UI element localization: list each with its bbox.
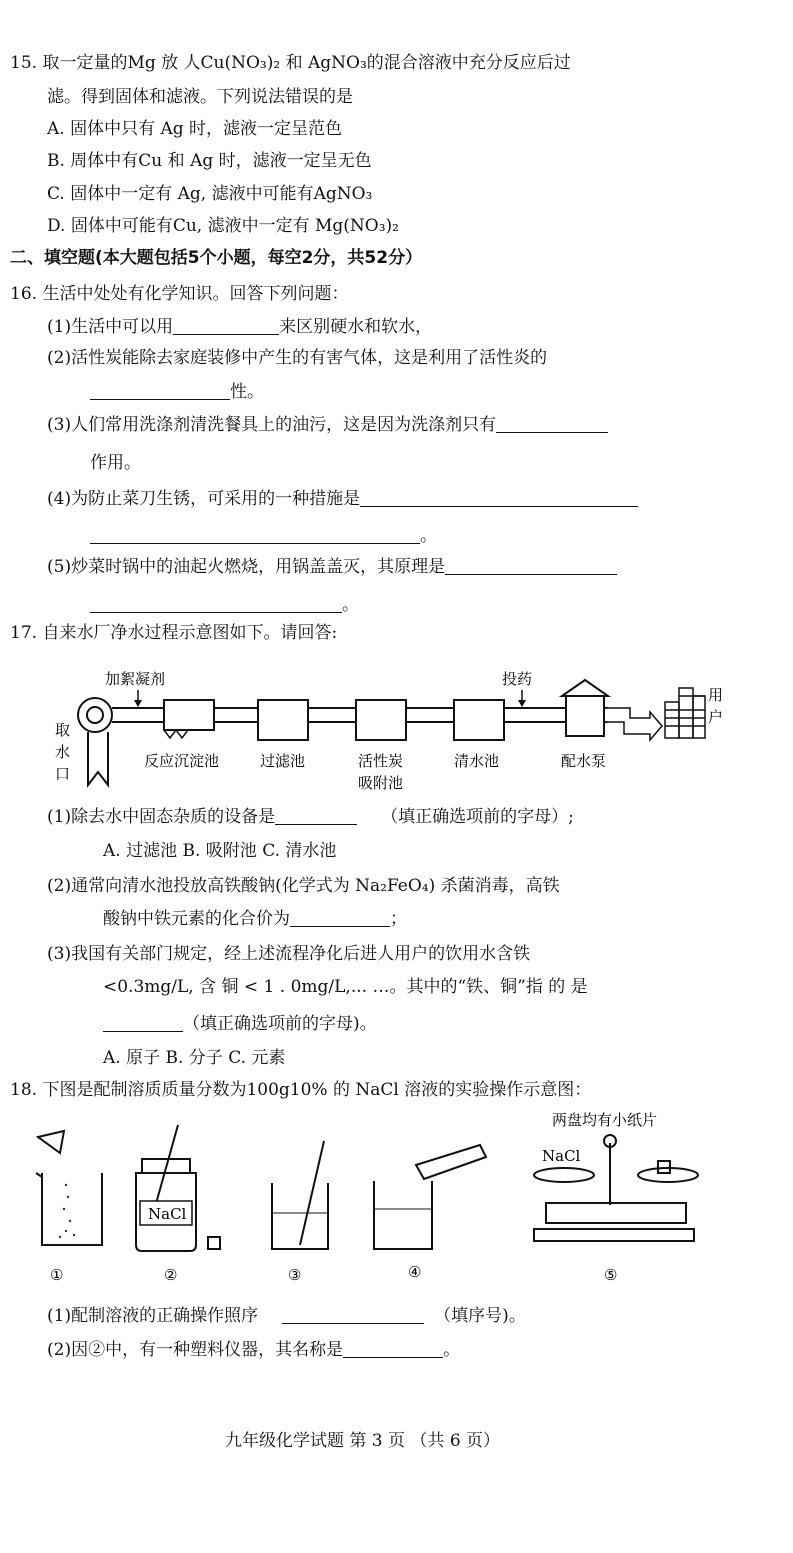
answer-blank[interactable] — [360, 488, 638, 507]
q16-p5-text: (5)炒菜时锅中的油起火燃烧，用锅盖盖灭，其原理是 — [47, 557, 446, 577]
q17-part1-options: A. 过滤池 B. 吸附池 C. 清水池 — [103, 841, 337, 861]
q17-part3-b: <0.3mg/L, 含 铜 < 1 . 0mg/L,... …。其中的“铁、铜”指 的 是 — [103, 977, 588, 997]
water-treatment-diagram — [40, 660, 740, 800]
step3-beaker — [272, 1141, 328, 1249]
answer-blank[interactable] — [90, 594, 342, 613]
q17-p2-tail: ； — [390, 909, 407, 929]
answer-blank[interactable] — [290, 908, 390, 927]
q16-part4-b — [90, 525, 437, 547]
page-footer: 九年级化学试题 第 3 页 （共 6 页） — [225, 1431, 501, 1451]
intake-pipe — [88, 732, 108, 785]
clear-water-tank-label: 清水池 — [454, 752, 500, 770]
q16-p4-tail: 。 — [420, 526, 437, 546]
answer-blank[interactable] — [282, 1305, 424, 1324]
filter-tank-label: 过滤池 — [260, 752, 306, 770]
q16-p5-tail: 。 — [342, 595, 359, 615]
q18-part1 — [47, 1305, 526, 1327]
intake-wheel — [78, 698, 112, 732]
q17-part1 — [47, 806, 574, 828]
q15-option-b: B. 周体中有Cu 和 Ag 时，滤液一定呈无色 — [47, 151, 372, 171]
step2-jar — [136, 1125, 220, 1251]
jar-nacl-label: NaCl — [148, 1205, 187, 1223]
answer-blank[interactable] — [343, 1339, 443, 1358]
arrow-down-icon — [518, 700, 526, 707]
clear-water-tank — [454, 700, 504, 740]
label-5: ⑤ — [604, 1266, 618, 1284]
answer-blank[interactable] — [445, 556, 617, 575]
q16-p4-text: (4)为防止菜刀生锈，可采用的一种措施是 — [47, 489, 361, 509]
balance-nacl-label: NaCl — [542, 1147, 581, 1165]
q15-option-c: C. 固体中一定有 Ag, 滤液中可能有AgNO₃ — [47, 184, 373, 204]
step1-beaker — [36, 1131, 102, 1245]
q15-line2: 滤。得到固体和滤液。下列说法错误的是 — [47, 87, 353, 107]
q18-stem: 18. 下图是配制溶质质量分数为100g10% 的 NaCl 溶液的实验操作示意图： — [10, 1080, 592, 1100]
q16-part2: (2)活性炭能除去家庭装修中产生的有害气体，这是利用了活性炎的 — [47, 348, 548, 368]
q17-part3-c — [103, 1013, 377, 1035]
q16-part3-b: 作用。 — [90, 453, 141, 473]
user-label-2: 户 — [708, 708, 724, 726]
dosing-label: 投药 — [502, 670, 533, 688]
q17-p1-text: (1)除去水中固态杂质的设备是 — [47, 807, 276, 827]
q16-stem: 16. 生活中处处有化学知识。回答下列问题： — [10, 284, 349, 304]
q18-p1-text: (1)配制溶液的正确操作照序 — [47, 1306, 259, 1326]
label-4: ④ — [408, 1263, 422, 1281]
q15-line1: 15. 取一定量的Mg 放 人Cu(NO₃)₂ 和 AgNO₃的混合溶液中充分反应后过 — [10, 53, 571, 73]
balance-note: 两盘均有小纸片 — [552, 1111, 658, 1129]
q16-part1 — [47, 316, 432, 338]
outflow-arrow-icon — [606, 708, 662, 740]
filter-tank — [258, 700, 308, 740]
solution-preparation-diagram — [30, 1105, 710, 1290]
q16-part2-b — [90, 381, 264, 403]
q17-p2-text: 酸钠中铁元素的化合价为 — [103, 909, 290, 929]
pump-house — [566, 696, 604, 736]
label-1: ① — [50, 1266, 64, 1284]
q16-p2-tail: 性。 — [230, 382, 264, 402]
carbon-tank — [356, 700, 406, 740]
q16-part4 — [47, 488, 638, 510]
intake-label-1: 取 — [55, 721, 71, 739]
q16-part5 — [47, 556, 617, 578]
answer-blank[interactable] — [90, 525, 420, 544]
q17-part2: (2)通常向清水池投放高铁酸钠(化学式为 Na₂FeO₄) 杀菌消毒，高铁 — [47, 876, 560, 896]
intake-label-2: 水 — [55, 743, 71, 761]
section-heading: 二、填空题(本大题包括5个小题，每空2分，共52分） — [10, 248, 423, 268]
q16-p3-text: (3)人们常用洗涤剂清洗餐具上的油污，这是因为洗涤剂只有 — [47, 415, 497, 435]
q16-p1-tail: 来区别硬水和软水， — [279, 317, 433, 337]
carbon-tank-label-1: 活性炭 — [358, 752, 404, 770]
q17-p3-tail: （填正确选项前的字母)。 — [183, 1014, 377, 1034]
step4-beaker — [374, 1145, 486, 1249]
settling-tank — [164, 700, 214, 730]
settling-tank-label: 反应沉淀池 — [144, 752, 220, 770]
q15-option-d: D. 固体中可能有Cu, 滤液中一定有 Mg(NO₃)₂ — [47, 216, 399, 236]
q17-p1-tail: （填正确选项前的字母）; — [381, 807, 574, 827]
q17-part2-b — [103, 908, 407, 930]
label-3: ③ — [288, 1266, 302, 1284]
label-2: ② — [164, 1266, 178, 1284]
answer-blank[interactable] — [275, 806, 357, 825]
q16-part5-b — [90, 594, 359, 616]
intake-label-3: 口 — [55, 765, 71, 783]
pump-label: 配水泵 — [561, 752, 607, 770]
q17-part3-options: A. 原子 B. 分子 C. 元素 — [103, 1048, 286, 1068]
arrow-down-icon — [134, 700, 142, 707]
coagulant-label: 加絮凝剂 — [105, 670, 166, 688]
answer-blank[interactable] — [173, 316, 279, 335]
q17-part3: (3)我国有关部门规定，经上述流程净化后进人用户的饮用水含铁 — [47, 944, 531, 964]
answer-blank[interactable] — [496, 414, 608, 433]
q18-p1-tail: （填序号)。 — [434, 1306, 526, 1326]
carbon-tank-label-2: 吸附池 — [358, 774, 404, 792]
q18-part2 — [47, 1339, 460, 1361]
q18-p2-tail: 。 — [443, 1340, 461, 1360]
answer-blank[interactable] — [90, 381, 230, 400]
building-icon — [665, 688, 705, 738]
q18-p2-text: (2)因②中，有一种塑料仪器，其名称是 — [47, 1340, 344, 1360]
q16-part3 — [47, 414, 608, 436]
q17-stem: 17. 自来水厂净水过程示意图如下。请回答: — [10, 623, 338, 643]
q16-p1-text: (1)生活中可以用 — [47, 317, 174, 337]
answer-blank[interactable] — [103, 1013, 183, 1032]
q15-option-a: A. 固体中只有 Ag 时，滤液一定呈范色 — [47, 119, 343, 139]
pump-house-roof — [562, 680, 608, 696]
user-label-1: 用 — [708, 686, 724, 704]
